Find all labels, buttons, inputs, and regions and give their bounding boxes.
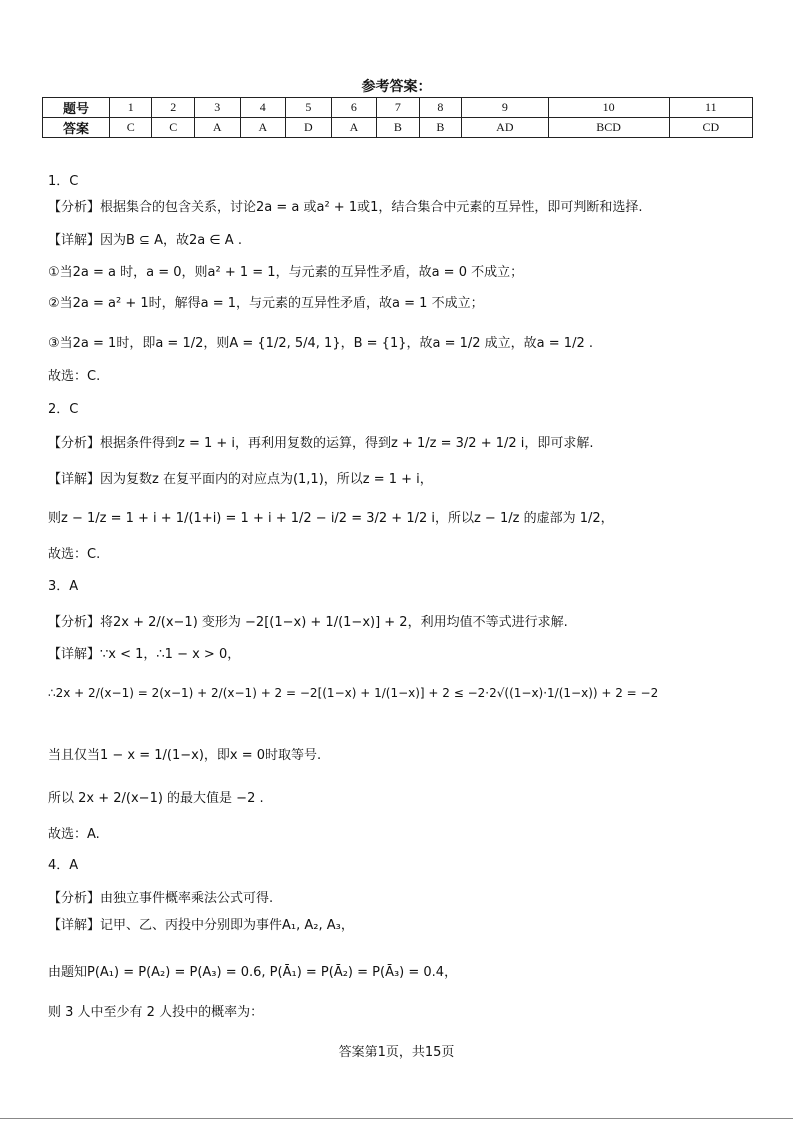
answer-table xyxy=(42,97,753,138)
number-cell: 4 xyxy=(240,98,286,118)
answer-cell: CD xyxy=(669,118,752,138)
number-cell: 3 xyxy=(194,98,240,118)
answer-cell: B xyxy=(377,118,419,138)
number-cell: 10 xyxy=(548,98,669,118)
answer-cell: B xyxy=(419,118,461,138)
q1-analysis: 【分析】根据集合的包含关系，讨论2a = a 或a² + 1或1，结合集合中元素的互异性，即可判断和选择. xyxy=(48,200,643,215)
answer-cell: BCD xyxy=(548,118,669,138)
q3-max: 所以 2x + 2/(x−1) 的最大值是 −2 . xyxy=(48,791,264,806)
q4-probabilities: 由题知P(A₁) = P(A₂) = P(A₃) = 0.6, P(Ā₁) = P(Ā₂) = P(Ā₃) = 0.4， xyxy=(48,965,458,980)
number-cell: 1 xyxy=(110,98,152,118)
answer-cell: AD xyxy=(462,118,548,138)
q1-case-1: ①当2a = a 时，a = 0，则a² + 1 = 1，与元素的互异性矛盾，故a = 0 不成立； xyxy=(48,265,524,280)
answer-row xyxy=(43,118,753,138)
q2-detail: 【详解】因为复数z 在复平面内的对应点为(1,1)，所以z = 1 + i， xyxy=(48,472,433,487)
number-cell: 2 xyxy=(152,98,194,118)
q1-case-2: ②当2a = a² + 1时，解得a = 1，与元素的互异性矛盾，故a = 1 不成立； xyxy=(48,296,484,311)
q1-case-3: ③当2a = 1时，即a = 1/2，则A = {1/2, 5/4, 1}，B = {1}，故a = 1/2 成立，故a = 1/2 . xyxy=(48,336,593,351)
answer-cell: C xyxy=(110,118,152,138)
q1-choice: 故选：C. xyxy=(48,369,101,384)
bottom-divider xyxy=(0,1118,793,1119)
q2-choice: 故选：C. xyxy=(48,547,101,562)
q3-detail: 【详解】∵x < 1，∴1 − x > 0， xyxy=(48,647,241,662)
number-cell: 11 xyxy=(669,98,752,118)
number-row xyxy=(43,98,753,118)
number-cell: 9 xyxy=(462,98,548,118)
answer-cell: A xyxy=(240,118,286,138)
answer-cell: A xyxy=(194,118,240,138)
q2-heading: 2．C xyxy=(48,402,79,417)
q4-detail: 【详解】记甲、乙、丙投中分别即为事件A₁, A₂, A₃， xyxy=(48,918,354,933)
number-cell: 8 xyxy=(419,98,461,118)
answer-cell: D xyxy=(286,118,332,138)
q3-derivation: ∴2x + 2/(x−1) = 2(x−1) + 2/(x−1) + 2 = −2[(1−x) + 1/(1−x)] + 2 ≤ −2·2√((1−x)·1/(1−x)) + 2 = −2 xyxy=(48,686,659,700)
q3-equality: 当且仅当1 − x = 1/(1−x)，即x = 0时取等号. xyxy=(48,748,322,763)
page-footer: 答案第1页，共15页 xyxy=(338,1045,455,1060)
number-cell: 6 xyxy=(331,98,377,118)
q4-analysis: 【分析】由独立事件概率乘法公式可得. xyxy=(48,891,274,906)
q2-analysis: 【分析】根据条件得到z = 1 + i，再利用复数的运算，得到z + 1/z = 3/2 + 1/2 i，即可求解. xyxy=(48,436,594,451)
answer-cell: C xyxy=(152,118,194,138)
q3-heading: 3．A xyxy=(48,579,79,594)
number-cell: 5 xyxy=(286,98,332,118)
q4-heading: 4．A xyxy=(48,858,79,873)
q3-analysis: 【分析】将2x + 2/(x−1) 变形为 −2[(1−x) + 1/(1−x)] + 2，利用均值不等式进行求解. xyxy=(48,615,568,630)
q2-calculation: 则z − 1/z = 1 + i + 1/(1+i) = 1 + i + 1/2 − i/2 = 3/2 + 1/2 i，所以z − 1/z 的虚部为 1/2， xyxy=(48,511,614,526)
row-label-answer: 答案 xyxy=(43,118,110,138)
number-cell: 7 xyxy=(377,98,419,118)
row-label-number: 题号 xyxy=(43,98,110,118)
q3-choice: 故选：A. xyxy=(48,827,100,842)
q4-conclusion: 则 3 人中至少有 2 人投中的概率为： xyxy=(48,1005,264,1020)
answer-cell: A xyxy=(331,118,377,138)
q1-detail: 【详解】因为B ⊆ A，故2a ∈ A . xyxy=(48,233,242,248)
page-title: 参考答案： xyxy=(361,79,432,95)
q1-heading: 1．C xyxy=(48,174,79,189)
